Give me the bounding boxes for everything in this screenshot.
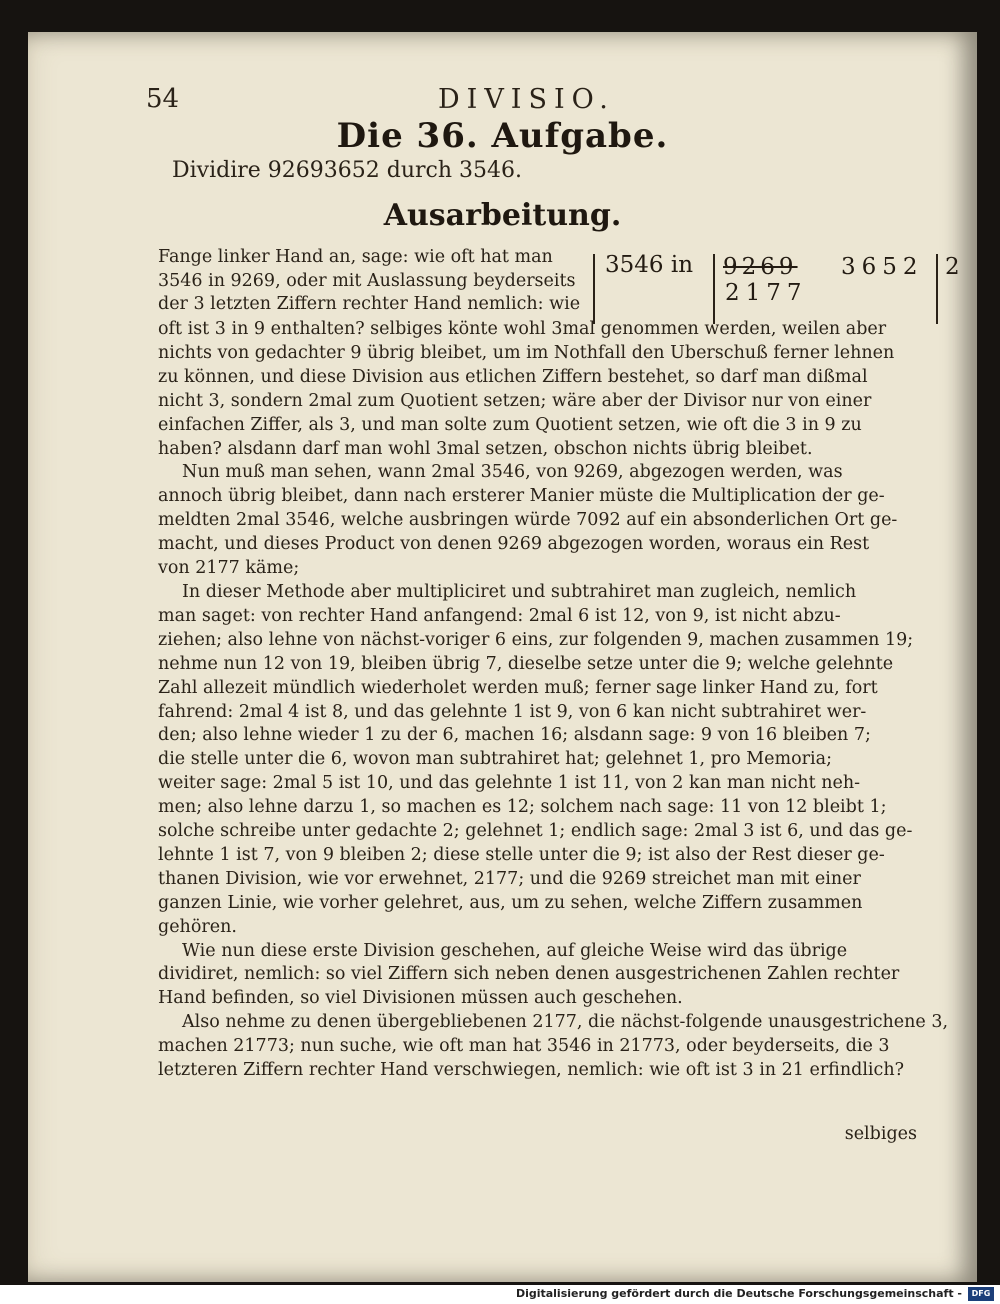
text-line: annoch übrig bleibet, dann nach ersterer Manier müste die Multiplication der ge- — [158, 486, 885, 507]
quotient-digit: 2 — [945, 254, 960, 280]
problem-statement: Dividire 92693652 durch 3546. — [172, 158, 522, 183]
text-line: nehme nun 12 von 19, bleiben übrig 7, dieselbe setze unter die 9; welche gelehnte — [158, 653, 894, 674]
body-text — [158, 318, 949, 1083]
text-line: Nun muß man sehen, wann 2mal 3546, von 9269, abgezogen werden, was — [182, 462, 843, 483]
text-line: ziehen; also lehne von nächst-voriger 6 eins, zur folgenden 9, machen zusammen 19; — [158, 629, 914, 650]
page-title: Die 36. Aufgabe. — [336, 116, 669, 156]
footer-bar — [0, 1285, 1000, 1304]
digitization-credit: Digitalisierung gefördert durch die Deutsche Forschungsgemeinschaft - — [515, 1287, 962, 1300]
text-line: machen 21773; nun suche, wie oft man hat 3546 in 21773, oder beyderseits, die 3 — [158, 1036, 890, 1057]
text-line: Zahl allezeit mündlich wiederholet werden muß; ferner sage linker Hand zu, fort — [158, 677, 878, 698]
text-line: thanen Division, wie vor erwehnet, 2177; und die 9269 streichet man mit einer — [158, 868, 861, 889]
intro-paragraph — [158, 246, 598, 317]
text-line: Fange linker Hand an, sage: wie oft hat man — [158, 247, 553, 267]
text-line: oft ist 3 in 9 enthalten? selbiges könte wohl 3mal genommen werden, weilen aber — [158, 319, 887, 339]
text-line: ganzen Linie, wie vorher gelehret, aus, um zu sehen, welche Ziffern zusammen — [158, 892, 863, 913]
text-line: nichts von gedachter 9 übrig bleibet, um im Nothfall den Uberschuß ferner lehnen — [158, 342, 895, 363]
book-page — [28, 32, 977, 1282]
text-line: gehören. — [158, 916, 237, 937]
text-line: nicht 3, sondern 2mal zum Quotient setzen; wäre aber der Divisor nur von einer — [158, 390, 872, 411]
text-line: der 3 letzten Ziffern rechter Hand nemlich: wie — [158, 294, 581, 314]
divisor: 3546 in — [605, 252, 694, 278]
dfg-logo-icon: DFG — [968, 1287, 994, 1301]
schema-rule-right — [936, 254, 938, 324]
text-line: einfachen Ziffer, als 3, und man solte zum Quotient setzen, wie oft die 3 in 9 zu — [158, 414, 862, 435]
catchword: selbiges — [844, 1124, 917, 1144]
text-line: lehnte 1 ist 7, von 9 bleiben 2; diese stelle unter die 9; ist also der Rest dieser ge- — [158, 844, 885, 865]
text-line: von 2177 käme; — [158, 558, 300, 579]
page-number: 54 — [146, 84, 180, 114]
dividend-remaining-digits: 3652 — [841, 254, 924, 280]
text-line: macht, und dieses Product von denen 9269 abgezogen worden, woraus ein Rest — [158, 534, 870, 555]
text-line: zu können, und diese Division aus etlichen Ziffern bestehet, so darf man dißmal — [158, 366, 868, 387]
text-line: haben? alsdann darf man wohl 3mal setzen, obschon nichts übrig bleibet. — [158, 438, 813, 459]
text-line: Hand befinden, so viel Divisionen müssen auch geschehen. — [158, 988, 683, 1009]
text-line: man saget: von rechter Hand anfangend: 2mal 6 ist 12, von 9, ist nicht abzu- — [158, 605, 841, 626]
text-line: den; also lehne wieder 1 zu der 6, machen 16; alsdann sage: 9 von 16 bleiben 7; — [158, 725, 871, 746]
text-line: men; also lehne darzu 1, so machen es 12; solchem nach sage: 11 von 12 bleibt 1; — [158, 797, 887, 818]
running-head: DIVISIO. — [438, 84, 615, 115]
text-line: weiter sage: 2mal 5 ist 10, und das gelehnte 1 ist 11, von 2 kan man nicht neh- — [158, 773, 861, 794]
section-subtitle: Ausarbeitung. — [383, 198, 622, 233]
schema-rule-middle — [713, 254, 715, 324]
text-line: meldten 2mal 3546, welche ausbringen würde 7092 auf ein absonderlichen Ort ge- — [158, 510, 898, 531]
partial-remainder: 2177 — [725, 280, 808, 306]
text-line: Wie nun diese erste Division geschehen, auf gleiche Weise wird das übrige — [182, 940, 848, 961]
text-line: 3546 in 9269, oder mit Auslassung beyderseits — [158, 270, 576, 291]
text-line: Also nehme zu denen übergebliebenen 2177, die nächst-folgende unausgestrichene 3, — [182, 1012, 949, 1033]
text-line: die stelle unter die 6, wovon man subtrahiret hat; gelehnet 1, pro Memoria; — [158, 749, 832, 770]
text-line: fahrend: 2mal 4 ist 8, und das gelehnte 1 ist 9, von 6 kan nicht subtrahiret wer- — [158, 701, 867, 722]
text-line: dividiret, nemlich: so viel Ziffern sich neben denen ausgestrichenen Zahlen rechter — [158, 964, 900, 985]
schema-rule-left — [593, 254, 595, 324]
text-line: In dieser Methode aber multipliciret und subtrahiret man zugleich, nemlich — [182, 581, 857, 602]
text-line: letzteren Ziffern rechter Hand verschwiegen, nemlich: wie oft ist 3 in 21 erfindlich? — [158, 1060, 904, 1081]
dividend-struck-digits: 9269 — [723, 254, 798, 280]
text-line: solche schreibe unter gedachte 2; gelehnet 1; endlich sage: 2mal 3 ist 6, und das ge- — [158, 821, 913, 842]
